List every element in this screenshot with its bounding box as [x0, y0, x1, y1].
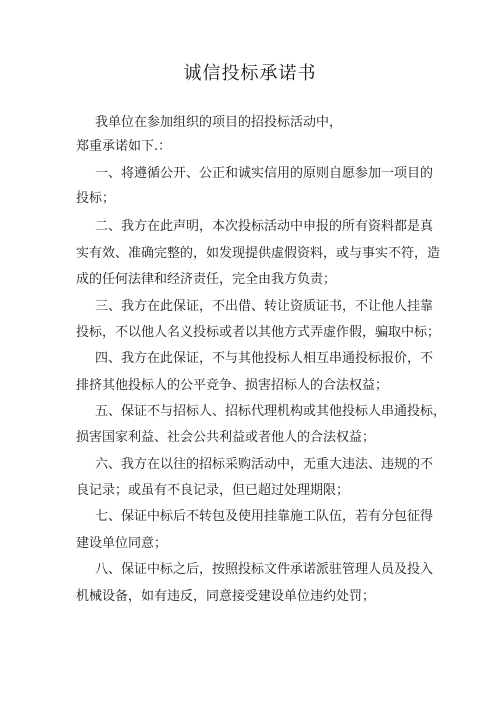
pledge-3-line: 投标，不以他人名义投标或者以其他方式弄虚作假，骗取中标； — [76, 325, 441, 340]
pledge-5-line: 五、保证不与招标人、招标代理机构或其他投标人串通投标， — [95, 404, 447, 419]
pledge-8-line: 机械设备，如有违反，同意接受建设单位违约处罚； — [76, 589, 376, 604]
pledge-1-line: 一、将遵循公开、公正和诚实信用的原则自愿参加一项目的 — [95, 166, 434, 181]
pledge-6-line: 六、我方在以往的招标采购活动中，无重大违法、违规的不 — [95, 457, 434, 472]
intro-line: 我单位在参加组织的项目的招投标活动中， — [95, 115, 343, 130]
document-title: 诚信投标承诺书 — [183, 63, 317, 84]
pledge-4-line: 排挤其他投标人的公平竞争、损害招标人的合法权益； — [76, 378, 389, 393]
pledge-2-line: 实有效、准确完整的，如发现提供虚假资料，或与事实不符，造 — [76, 246, 441, 261]
intro-line: 郑重承诺如下.： — [76, 139, 172, 154]
pledge-3-line: 三、我方在此保证，不出借、转让资质证书，不让他人挂靠 — [95, 299, 434, 314]
pledge-2-line: 二、我方在此声明，本次投标活动中申报的所有资料都是真 — [95, 219, 434, 234]
pledge-4-line: 四、我方在此保证，不与其他投标人相互串通投标报价，不 — [95, 351, 434, 366]
pledge-6-line: 良记录；或虽有不良记录，但已超过处理期限； — [76, 483, 350, 498]
pledge-8-line: 八、保证中标之后，按照投标文件承诺派驻管理人员及投入 — [95, 562, 434, 577]
pledge-1-line: 投标； — [76, 191, 116, 206]
pledge-7-line: 建设单位同意； — [76, 536, 168, 551]
pledge-5-line: 损害国家利益、社会公共利益或者他人的合法权益； — [76, 430, 376, 445]
pledge-2-line: 成的任何法律和经济责任，完全由我方负责； — [76, 272, 337, 287]
pledge-7-line: 七、保证中标后不转包及使用挂靠施工队伍，若有分包征得 — [95, 509, 434, 524]
